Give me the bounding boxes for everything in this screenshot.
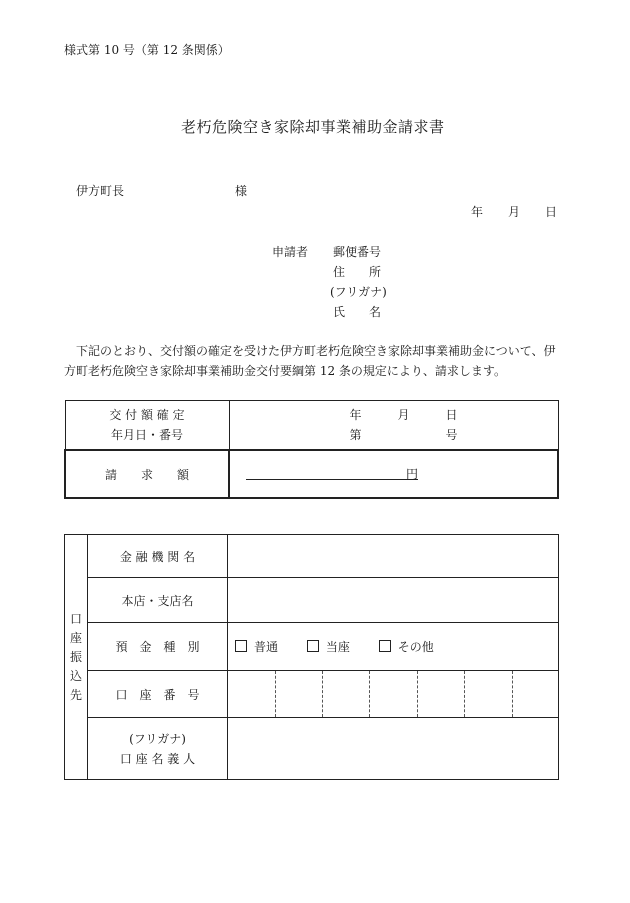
yen-label: 円	[406, 467, 419, 481]
confirm-date-label-cell	[65, 401, 229, 451]
digit-divider	[417, 671, 418, 717]
postal-code-label: 郵便番号	[333, 245, 382, 259]
deposit-type-options	[228, 623, 559, 671]
applicant-label: 申請者	[272, 245, 309, 259]
digit-divider	[369, 671, 370, 717]
confirm-label-2: 年月日・番号	[110, 428, 183, 442]
account-number-boxes	[228, 671, 558, 717]
side-char: 振	[69, 649, 82, 664]
side-char: 口	[69, 611, 82, 626]
holder-furigana-label: (フリガナ)	[129, 731, 186, 746]
confirm-value-date: 年 月 日	[349, 408, 458, 422]
digit-divider	[512, 671, 513, 717]
digit-divider	[275, 671, 276, 717]
amount-underline	[246, 479, 418, 480]
date-year: 年	[471, 205, 484, 219]
option-other[interactable]	[379, 638, 434, 655]
confirm-label-1: 交 付 額 確 定	[109, 408, 185, 422]
claim-amount-field[interactable]	[229, 450, 558, 498]
option-current-label: 当座	[325, 640, 350, 654]
side-char: 込	[69, 668, 82, 683]
holder-name-label: 口 座 名 義 人	[119, 751, 196, 766]
date-month: 月	[508, 205, 521, 219]
addressee-honorific: 様	[235, 184, 248, 198]
checkbox-current[interactable]	[307, 640, 319, 652]
bank-name-label: 金 融 機 関 名	[88, 535, 228, 578]
confirm-value-number: 第 号	[349, 428, 458, 442]
account-number-field[interactable]	[228, 671, 559, 718]
bank-transfer-table	[64, 534, 559, 780]
confirm-date-value-cell[interactable]	[229, 401, 558, 451]
branch-name-field[interactable]	[228, 578, 559, 623]
grant-table	[64, 400, 559, 499]
option-ordinary[interactable]	[235, 638, 278, 655]
deposit-type-label: 預 金 種 別	[88, 623, 228, 671]
document-title: 老朽危険空き家除却事業補助金請求書	[181, 118, 445, 136]
account-holder-label	[88, 718, 228, 780]
digit-divider	[464, 671, 465, 717]
option-other-label: その他	[397, 640, 434, 654]
option-ordinary-label: 普通	[254, 640, 279, 654]
furigana-label: (フリガナ)	[330, 285, 387, 299]
digit-divider	[322, 671, 323, 717]
account-transfer-side-label	[65, 535, 88, 780]
branch-name-label: 本店・支店名	[88, 578, 228, 623]
form-number: 様式第 10 号（第 12 条関係）	[64, 43, 230, 57]
account-holder-field[interactable]	[228, 718, 559, 780]
claim-amount-label: 請 求 額	[65, 450, 229, 498]
body-text-line-2: 方町老朽危険空き家除却事業補助金交付要綱第 12 条の規定により、請求します。	[64, 364, 506, 378]
account-number-label: 口 座 番 号	[88, 671, 228, 718]
date-day: 日	[545, 205, 558, 219]
checkbox-other[interactable]	[379, 640, 391, 652]
option-current[interactable]	[307, 638, 350, 655]
bank-name-field[interactable]	[228, 535, 559, 578]
side-char: 先	[69, 687, 82, 702]
address-label: 住 所	[333, 265, 382, 279]
side-char: 座	[69, 630, 82, 645]
name-label: 氏 名	[333, 305, 382, 319]
checkbox-ordinary[interactable]	[235, 640, 247, 652]
addressee-name: 伊方町長	[76, 184, 125, 198]
body-text-line-1: 下記のとおり、交付額の確定を受けた伊方町老朽危険空き家除却事業補助金について、伊	[76, 344, 556, 358]
